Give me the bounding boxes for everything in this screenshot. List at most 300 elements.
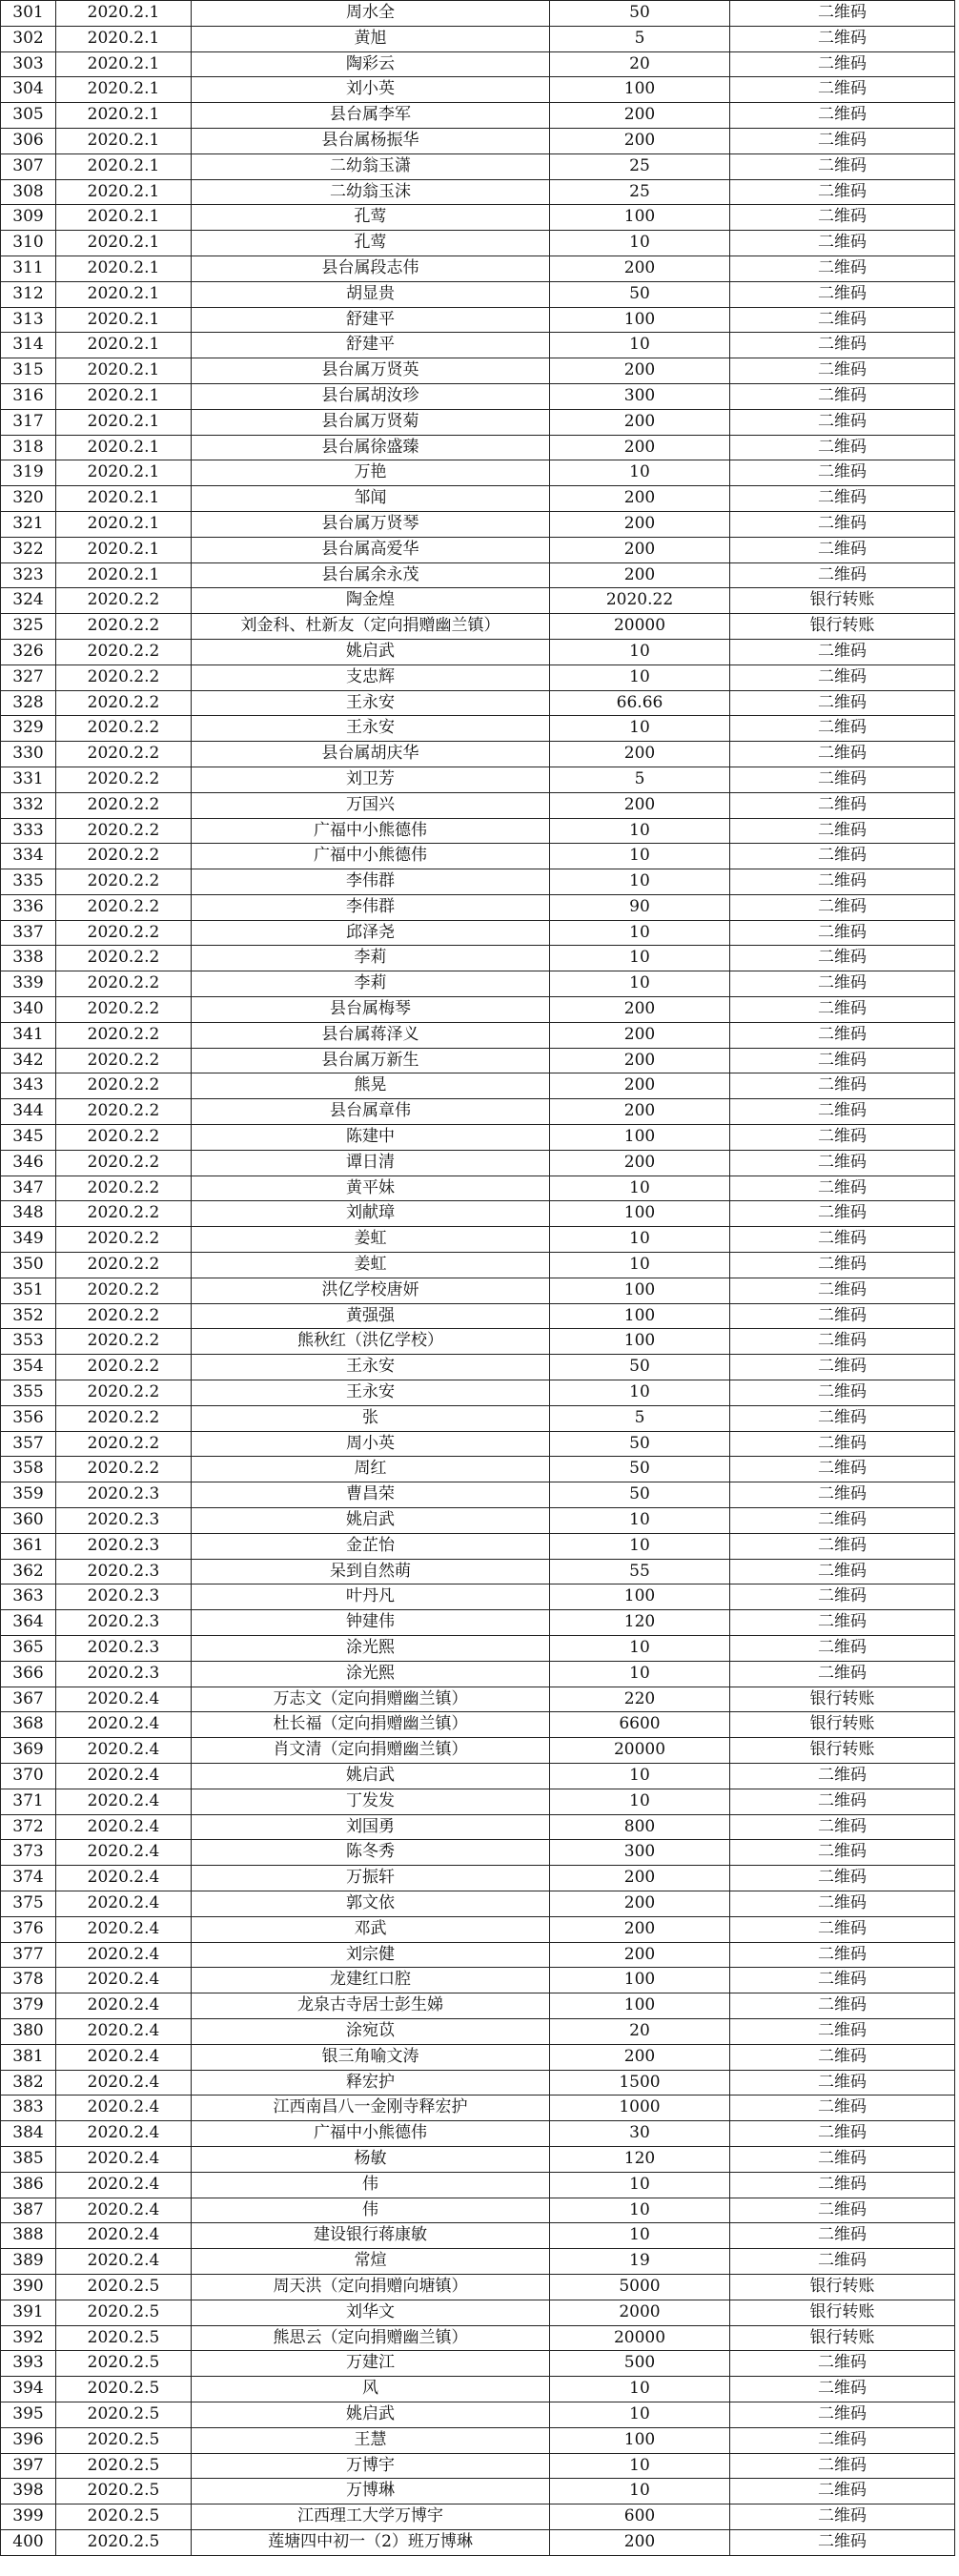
donation-date: 2020.2.4 <box>56 2223 192 2249</box>
table-row <box>1 1176 955 1201</box>
donor-name: 广福中小熊德伟 <box>192 844 550 869</box>
row-number: 377 <box>1 1942 56 1968</box>
donation-date: 2020.2.2 <box>56 639 192 664</box>
table-row <box>1 103 955 129</box>
row-number: 367 <box>1 1687 56 1712</box>
table-row <box>1 1405 955 1431</box>
donor-name: 莲塘四中初一（2）班万博琳 <box>192 2529 550 2555</box>
payment-method: 二维码 <box>730 946 955 971</box>
donation-date: 2020.2.2 <box>56 844 192 869</box>
donor-name: 龙泉古寺居士彭生娣 <box>192 1993 550 2019</box>
donation-date: 2020.2.3 <box>56 1533 192 1559</box>
payment-method: 银行转账 <box>730 2274 955 2300</box>
table-row <box>1 2070 955 2096</box>
row-number: 340 <box>1 997 56 1023</box>
donation-amount: 6600 <box>550 1712 730 1738</box>
donation-amount: 1000 <box>550 2096 730 2121</box>
payment-method: 二维码 <box>730 256 955 281</box>
donation-amount: 300 <box>550 383 730 409</box>
table-row <box>1 1763 955 1789</box>
row-number: 322 <box>1 537 56 562</box>
donor-name: 王永安 <box>192 1355 550 1380</box>
payment-method: 二维码 <box>730 2402 955 2427</box>
table-row <box>1 1942 955 1968</box>
table-row <box>1 2300 955 2325</box>
donation-amount: 100 <box>550 1125 730 1151</box>
donor-name: 杨敏 <box>192 2146 550 2172</box>
table-row <box>1 869 955 895</box>
donation-date: 2020.2.4 <box>56 1789 192 1814</box>
table-row <box>1 307 955 333</box>
payment-method: 二维码 <box>730 358 955 384</box>
payment-method: 二维码 <box>730 409 955 435</box>
donation-amount: 100 <box>550 1584 730 1610</box>
row-number: 376 <box>1 1916 56 1942</box>
donation-date: 2020.2.2 <box>56 894 192 920</box>
donation-amount: 10 <box>550 639 730 664</box>
row-number: 326 <box>1 639 56 664</box>
donation-date: 2020.2.1 <box>56 51 192 77</box>
donation-amount: 20 <box>550 2018 730 2044</box>
payment-method: 二维码 <box>730 2018 955 2044</box>
donation-amount: 19 <box>550 2249 730 2275</box>
donation-date: 2020.2.1 <box>56 358 192 384</box>
donation-date: 2020.2.1 <box>56 231 192 256</box>
donation-date: 2020.2.1 <box>56 537 192 562</box>
payment-method: 二维码 <box>730 2249 955 2275</box>
donation-date: 2020.2.1 <box>56 435 192 460</box>
payment-method: 二维码 <box>730 77 955 103</box>
donation-amount: 5000 <box>550 2274 730 2300</box>
payment-method: 二维码 <box>730 511 955 537</box>
donation-amount: 100 <box>550 1993 730 2019</box>
table-row <box>1 1968 955 1993</box>
row-number: 369 <box>1 1738 56 1764</box>
donation-date: 2020.2.2 <box>56 971 192 997</box>
row-number: 313 <box>1 307 56 333</box>
donation-amount: 10 <box>550 1533 730 1559</box>
donor-name: 刘献璋 <box>192 1201 550 1227</box>
donation-amount: 10 <box>550 460 730 486</box>
donation-date: 2020.2.5 <box>56 2479 192 2504</box>
table-row <box>1 1840 955 1866</box>
row-number: 317 <box>1 409 56 435</box>
payment-method: 二维码 <box>730 1636 955 1662</box>
row-number: 312 <box>1 281 56 307</box>
donation-date: 2020.2.3 <box>56 1636 192 1662</box>
row-number: 311 <box>1 256 56 281</box>
table-row <box>1 26 955 51</box>
table-row <box>1 2172 955 2198</box>
row-number: 360 <box>1 1508 56 1534</box>
table-row <box>1 1048 955 1073</box>
table-row <box>1 818 955 844</box>
donor-name: 钟建伟 <box>192 1610 550 1636</box>
donation-table-body <box>1 1 955 2556</box>
donation-date: 2020.2.5 <box>56 2325 192 2351</box>
donation-date: 2020.2.4 <box>56 1968 192 1993</box>
table-row <box>1 894 955 920</box>
table-row <box>1 1022 955 1048</box>
payment-method: 二维码 <box>730 2096 955 2121</box>
table-row <box>1 128 955 153</box>
table-row <box>1 460 955 486</box>
row-number: 395 <box>1 2402 56 2427</box>
donor-name: 刘卫芳 <box>192 767 550 792</box>
row-number: 383 <box>1 2096 56 2121</box>
payment-method: 二维码 <box>730 179 955 205</box>
donation-amount: 20000 <box>550 614 730 640</box>
donation-date: 2020.2.2 <box>56 664 192 690</box>
payment-method: 二维码 <box>730 690 955 716</box>
donation-date: 2020.2.4 <box>56 2198 192 2223</box>
row-number: 352 <box>1 1303 56 1329</box>
row-number: 345 <box>1 1125 56 1151</box>
table-row <box>1 1738 955 1764</box>
payment-method: 二维码 <box>730 1508 955 1534</box>
donation-amount: 10 <box>550 946 730 971</box>
table-row <box>1 1891 955 1916</box>
donation-amount: 20000 <box>550 1738 730 1764</box>
row-number: 396 <box>1 2427 56 2453</box>
donation-amount: 200 <box>550 1099 730 1125</box>
donor-name: 涂光熙 <box>192 1636 550 1662</box>
donor-name: 江西南昌八一金刚寺释宏护 <box>192 2096 550 2121</box>
payment-method: 二维码 <box>730 460 955 486</box>
donation-amount: 10 <box>550 2223 730 2249</box>
donation-amount: 10 <box>550 1661 730 1687</box>
donor-name: 黄旭 <box>192 26 550 51</box>
table-row <box>1 409 955 435</box>
payment-method: 二维码 <box>730 1380 955 1406</box>
donation-date: 2020.2.2 <box>56 1073 192 1099</box>
donation-amount: 300 <box>550 1840 730 1866</box>
table-row <box>1 844 955 869</box>
donor-name: 万博宇 <box>192 2453 550 2479</box>
donation-date: 2020.2.4 <box>56 1840 192 1866</box>
donation-amount: 55 <box>550 1559 730 1584</box>
donor-name: 县台属万贤琴 <box>192 511 550 537</box>
row-number: 359 <box>1 1482 56 1508</box>
donation-date: 2020.2.1 <box>56 281 192 307</box>
donation-amount: 200 <box>550 1150 730 1176</box>
donation-date: 2020.2.5 <box>56 2529 192 2555</box>
donation-date: 2020.2.4 <box>56 2044 192 2070</box>
donation-amount: 10 <box>550 1789 730 1814</box>
table-row <box>1 1916 955 1942</box>
row-number: 306 <box>1 128 56 153</box>
donation-amount: 200 <box>550 511 730 537</box>
donor-name: 常煊 <box>192 2249 550 2275</box>
donation-amount: 100 <box>550 1303 730 1329</box>
payment-method: 二维码 <box>730 716 955 742</box>
row-number: 362 <box>1 1559 56 1584</box>
donation-amount: 200 <box>550 1073 730 1099</box>
table-row <box>1 1661 955 1687</box>
table-row <box>1 1993 955 2019</box>
row-number: 324 <box>1 588 56 614</box>
table-row <box>1 1227 955 1253</box>
payment-method: 银行转账 <box>730 614 955 640</box>
payment-method: 二维码 <box>730 231 955 256</box>
payment-method: 二维码 <box>730 1763 955 1789</box>
donation-date: 2020.2.5 <box>56 2377 192 2402</box>
donor-name: 丁发发 <box>192 1789 550 1814</box>
donation-date: 2020.2.2 <box>56 1125 192 1151</box>
donation-date: 2020.2.2 <box>56 614 192 640</box>
donation-amount: 10 <box>550 2402 730 2427</box>
donation-amount: 25 <box>550 153 730 179</box>
donation-date: 2020.2.2 <box>56 869 192 895</box>
donation-date: 2020.2.1 <box>56 103 192 129</box>
row-number: 394 <box>1 2377 56 2402</box>
table-row <box>1 2044 955 2070</box>
donation-date: 2020.2.2 <box>56 920 192 946</box>
donor-name: 谭日清 <box>192 1150 550 1176</box>
donor-name: 肖文清（定向捐赠幽兰镇） <box>192 1738 550 1764</box>
donation-amount: 50 <box>550 1482 730 1508</box>
table-row <box>1 2377 955 2402</box>
table-row <box>1 1789 955 1814</box>
donor-name: 呆到自然萌 <box>192 1559 550 1584</box>
payment-method: 二维码 <box>730 486 955 512</box>
row-number: 316 <box>1 383 56 409</box>
donation-amount: 500 <box>550 2351 730 2377</box>
row-number: 334 <box>1 844 56 869</box>
donor-name: 县台属余永茂 <box>192 562 550 588</box>
row-number: 393 <box>1 2351 56 2377</box>
donation-date: 2020.2.3 <box>56 1508 192 1534</box>
row-number: 353 <box>1 1329 56 1355</box>
row-number: 348 <box>1 1201 56 1227</box>
donation-date: 2020.2.2 <box>56 1457 192 1482</box>
row-number: 321 <box>1 511 56 537</box>
table-row <box>1 2146 955 2172</box>
row-number: 371 <box>1 1789 56 1814</box>
payment-method: 二维码 <box>730 1661 955 1687</box>
donor-name: 陈冬秀 <box>192 1840 550 1866</box>
payment-method: 二维码 <box>730 1840 955 1866</box>
donor-name: 县台属章伟 <box>192 1099 550 1125</box>
payment-method: 二维码 <box>730 1942 955 1968</box>
table-row <box>1 664 955 690</box>
donation-date: 2020.2.2 <box>56 588 192 614</box>
donation-date: 2020.2.2 <box>56 1150 192 1176</box>
donor-name: 建设银行蒋康敏 <box>192 2223 550 2249</box>
donation-amount: 10 <box>550 2198 730 2223</box>
table-row <box>1 1687 955 1712</box>
donation-date: 2020.2.1 <box>56 256 192 281</box>
payment-method: 二维码 <box>730 1 955 27</box>
donation-date: 2020.2.2 <box>56 946 192 971</box>
donation-amount: 10 <box>550 716 730 742</box>
donor-name: 李伟群 <box>192 894 550 920</box>
row-number: 346 <box>1 1150 56 1176</box>
row-number: 361 <box>1 1533 56 1559</box>
row-number: 347 <box>1 1176 56 1201</box>
donation-amount: 20 <box>550 51 730 77</box>
donation-amount: 10 <box>550 1253 730 1278</box>
donor-name: 伟 <box>192 2198 550 2223</box>
donation-date: 2020.2.2 <box>56 716 192 742</box>
table-row <box>1 2249 955 2275</box>
donor-name: 二幼翁玉潇 <box>192 153 550 179</box>
payment-method: 二维码 <box>730 2427 955 2453</box>
table-row <box>1 1431 955 1457</box>
row-number: 384 <box>1 2121 56 2147</box>
table-row <box>1 281 955 307</box>
table-row <box>1 1584 955 1610</box>
donation-date: 2020.2.3 <box>56 1610 192 1636</box>
payment-method: 二维码 <box>730 1329 955 1355</box>
table-row <box>1 1073 955 1099</box>
payment-method: 二维码 <box>730 1533 955 1559</box>
donor-name: 江西理工大学万博宇 <box>192 2504 550 2530</box>
row-number: 357 <box>1 1431 56 1457</box>
payment-method: 银行转账 <box>730 1687 955 1712</box>
payment-method: 二维码 <box>730 1916 955 1942</box>
donation-date: 2020.2.4 <box>56 1866 192 1891</box>
payment-method: 银行转账 <box>730 1738 955 1764</box>
donor-name: 刘宗健 <box>192 1942 550 1968</box>
donor-name: 万振轩 <box>192 1866 550 1891</box>
donation-date: 2020.2.2 <box>56 1278 192 1303</box>
row-number: 349 <box>1 1227 56 1253</box>
table-row <box>1 997 955 1023</box>
table-row <box>1 2121 955 2147</box>
payment-method: 二维码 <box>730 1303 955 1329</box>
donation-date: 2020.2.1 <box>56 460 192 486</box>
donor-name: 刘小英 <box>192 77 550 103</box>
table-row <box>1 333 955 358</box>
row-number: 373 <box>1 1840 56 1866</box>
payment-method: 二维码 <box>730 2198 955 2223</box>
donation-date: 2020.2.5 <box>56 2453 192 2479</box>
row-number: 310 <box>1 231 56 256</box>
donation-amount: 5 <box>550 1405 730 1431</box>
row-number: 363 <box>1 1584 56 1610</box>
donation-amount: 200 <box>550 358 730 384</box>
table-row <box>1 2096 955 2121</box>
donor-name: 万建江 <box>192 2351 550 2377</box>
donation-date: 2020.2.2 <box>56 1048 192 1073</box>
donation-amount: 200 <box>550 409 730 435</box>
payment-method: 二维码 <box>730 1278 955 1303</box>
donation-date: 2020.2.2 <box>56 1380 192 1406</box>
table-row <box>1 1355 955 1380</box>
donor-name: 县台属万贤菊 <box>192 409 550 435</box>
donation-date: 2020.2.2 <box>56 742 192 767</box>
row-number: 355 <box>1 1380 56 1406</box>
donation-amount: 10 <box>550 1636 730 1662</box>
table-row <box>1 639 955 664</box>
payment-method: 二维码 <box>730 435 955 460</box>
donation-amount: 800 <box>550 1814 730 1840</box>
donation-date: 2020.2.4 <box>56 2070 192 2096</box>
donation-amount: 200 <box>550 1048 730 1073</box>
payment-method: 二维码 <box>730 639 955 664</box>
donor-name: 县台属高爱华 <box>192 537 550 562</box>
table-row <box>1 2479 955 2504</box>
payment-method: 二维码 <box>730 1814 955 1840</box>
donor-name: 郭文依 <box>192 1891 550 1916</box>
donor-name: 县台属万新生 <box>192 1048 550 1073</box>
row-number: 336 <box>1 894 56 920</box>
table-row <box>1 179 955 205</box>
donation-amount: 120 <box>550 1610 730 1636</box>
donation-date: 2020.2.2 <box>56 997 192 1023</box>
donor-name: 王永安 <box>192 1380 550 1406</box>
row-number: 341 <box>1 1022 56 1048</box>
donation-amount: 10 <box>550 1176 730 1201</box>
donation-date: 2020.2.4 <box>56 1763 192 1789</box>
donation-amount: 200 <box>550 1022 730 1048</box>
donation-date: 2020.2.2 <box>56 690 192 716</box>
table-row <box>1 2223 955 2249</box>
donor-name: 刘国勇 <box>192 1814 550 1840</box>
donation-amount: 10 <box>550 231 730 256</box>
payment-method: 二维码 <box>730 153 955 179</box>
donation-date: 2020.2.3 <box>56 1661 192 1687</box>
table-row <box>1 1150 955 1176</box>
donation-amount: 20000 <box>550 2325 730 2351</box>
payment-method: 二维码 <box>730 2121 955 2147</box>
table-row <box>1 2351 955 2377</box>
table-row <box>1 2274 955 2300</box>
donation-date: 2020.2.5 <box>56 2300 192 2325</box>
payment-method: 二维码 <box>730 1355 955 1380</box>
table-row <box>1 358 955 384</box>
row-number: 366 <box>1 1661 56 1687</box>
donation-date: 2020.2.4 <box>56 1712 192 1738</box>
payment-method: 二维码 <box>730 1482 955 1508</box>
donation-amount: 50 <box>550 1 730 27</box>
donation-date: 2020.2.1 <box>56 26 192 51</box>
donor-name: 张 <box>192 1405 550 1431</box>
payment-method: 二维码 <box>730 205 955 231</box>
donation-amount: 10 <box>550 1763 730 1789</box>
table-row <box>1 1866 955 1891</box>
row-number: 358 <box>1 1457 56 1482</box>
row-number: 307 <box>1 153 56 179</box>
donation-amount: 10 <box>550 869 730 895</box>
donor-name: 邓武 <box>192 1916 550 1942</box>
row-number: 400 <box>1 2529 56 2555</box>
table-row <box>1 537 955 562</box>
donor-name: 洪亿学校唐妍 <box>192 1278 550 1303</box>
donor-name: 姚启武 <box>192 2402 550 2427</box>
donor-name: 银三角喻文涛 <box>192 2044 550 2070</box>
donor-name: 叶丹凡 <box>192 1584 550 1610</box>
payment-method: 二维码 <box>730 1789 955 1814</box>
donor-name: 邹闻 <box>192 486 550 512</box>
payment-method: 二维码 <box>730 2504 955 2530</box>
donor-name: 舒建平 <box>192 307 550 333</box>
row-number: 392 <box>1 2325 56 2351</box>
row-number: 327 <box>1 664 56 690</box>
donation-amount: 200 <box>550 997 730 1023</box>
payment-method: 二维码 <box>730 971 955 997</box>
donation-date: 2020.2.5 <box>56 2427 192 2453</box>
row-number: 335 <box>1 869 56 895</box>
row-number: 342 <box>1 1048 56 1073</box>
table-row <box>1 2529 955 2555</box>
donation-amount: 220 <box>550 1687 730 1712</box>
donation-date: 2020.2.1 <box>56 77 192 103</box>
row-number: 372 <box>1 1814 56 1840</box>
donation-date: 2020.2.3 <box>56 1559 192 1584</box>
donation-date: 2020.2.1 <box>56 205 192 231</box>
